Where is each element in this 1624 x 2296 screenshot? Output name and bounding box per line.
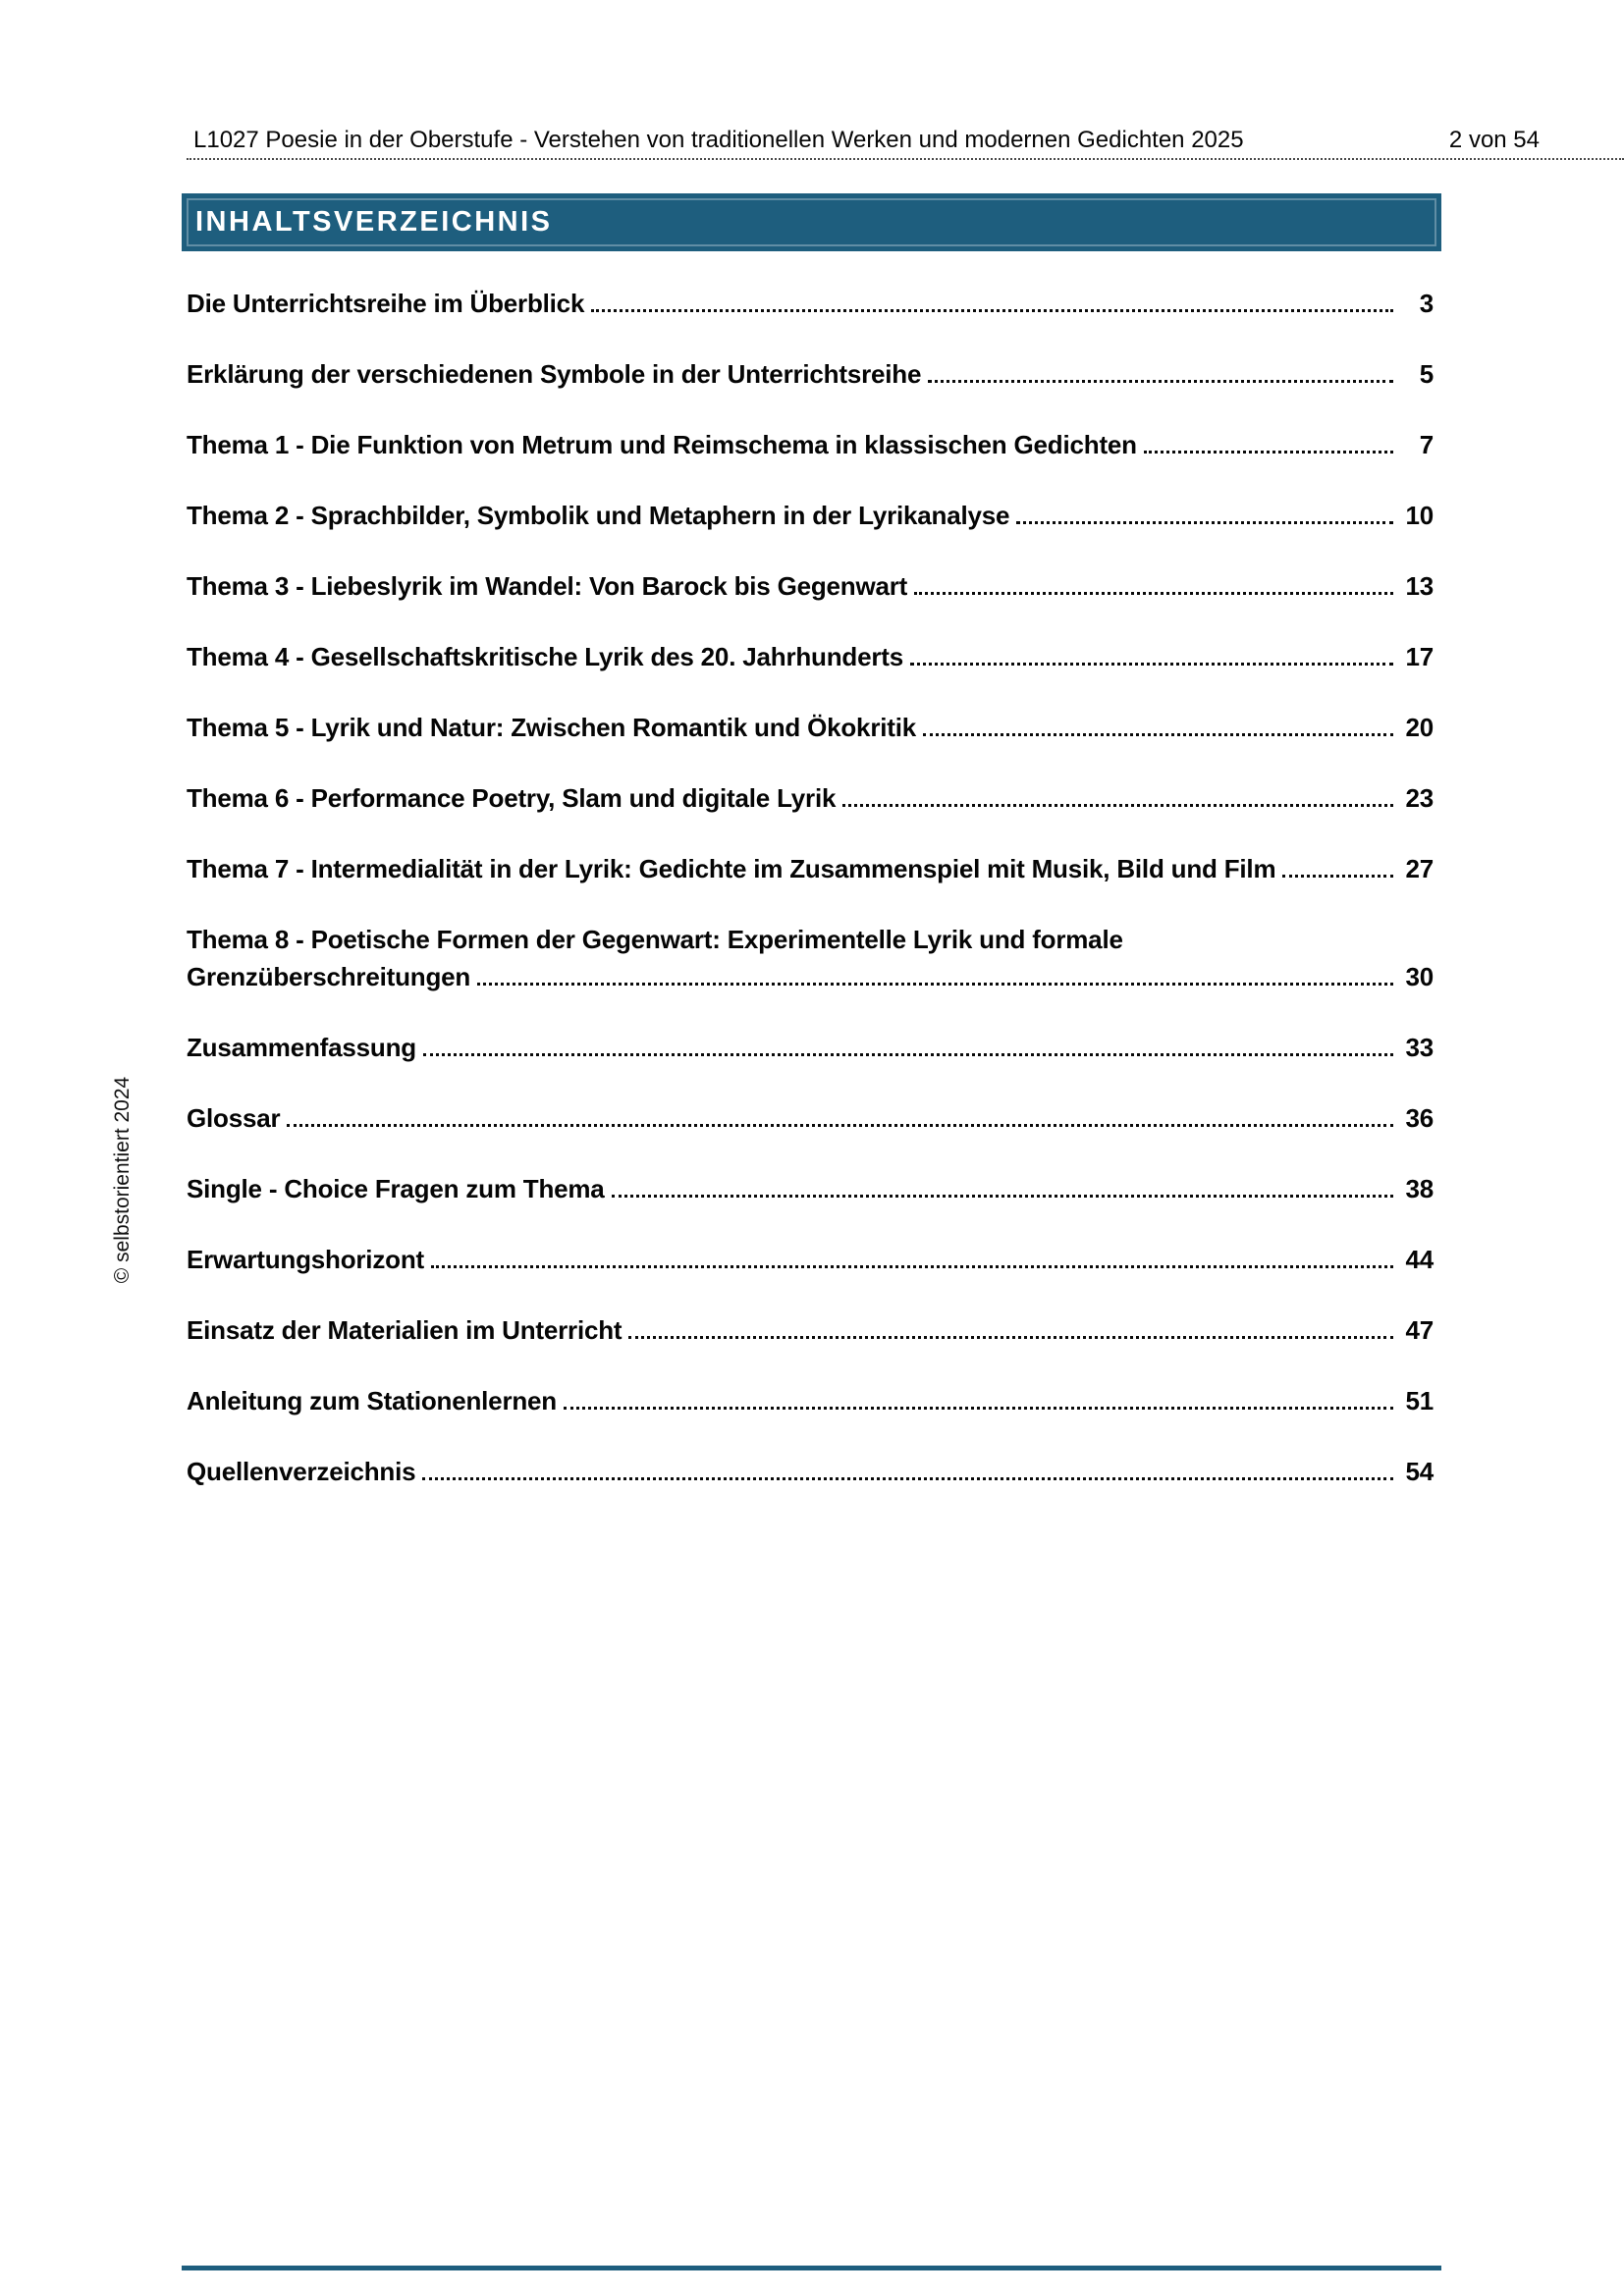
toc-dot-leader xyxy=(564,1407,1393,1410)
toc-entry xyxy=(187,642,1434,671)
toc-entry-page-number: 36 xyxy=(1405,1103,1434,1133)
toc-entry-page-number: 17 xyxy=(1405,642,1434,671)
toc-dot-leader xyxy=(1282,875,1393,878)
toc-entry xyxy=(187,925,1434,954)
section-title: INHALTSVERZEICHNIS xyxy=(195,206,553,238)
toc-entry-page-number: 20 xyxy=(1405,713,1434,742)
toc-entry xyxy=(187,501,1434,530)
toc-entry xyxy=(187,289,1434,318)
toc-entry-title: Die Unterrichtsreihe im Überblick xyxy=(187,289,585,318)
toc-dot-leader xyxy=(842,804,1393,807)
toc-entry xyxy=(187,1033,1434,1062)
toc-entry xyxy=(187,783,1434,813)
header-page-indicator: 2 von 54 xyxy=(1448,127,1540,153)
footer-divider xyxy=(182,2266,1441,2270)
toc-dot-leader xyxy=(1016,521,1393,524)
toc-entry-title: Single - Choice Fragen zum Thema xyxy=(187,1174,605,1203)
toc-dot-leader xyxy=(431,1265,1393,1268)
toc-entry-title: Thema 3 - Liebeslyrik im Wandel: Von Barock bis Gegenwart xyxy=(187,571,908,601)
toc-entry-page-number: 10 xyxy=(1405,501,1434,530)
toc-list xyxy=(187,289,1434,1527)
toc-dot-leader xyxy=(928,380,1393,383)
toc-entry-page-number: 51 xyxy=(1405,1386,1434,1415)
toc-entry-title: Thema 6 - Performance Poetry, Slam und digitale Lyrik xyxy=(187,783,837,813)
toc-entry-title: Grenzüberschreitungen xyxy=(187,962,471,991)
toc-header-bar xyxy=(182,193,1441,251)
toc-entry xyxy=(187,359,1434,389)
toc-dot-leader xyxy=(477,983,1393,986)
toc-entry-page-number: 30 xyxy=(1405,962,1434,991)
header-course-label: L1027 Poesie in der Oberstufe - Verstehen von traditionellen Werken und modernen Gedichten 2025 xyxy=(193,127,1244,153)
toc-entry-title: Glossar xyxy=(187,1103,281,1133)
toc-dot-leader xyxy=(1144,451,1393,454)
toc-entry-title: Thema 7 - Intermedialität in der Lyrik: Gedichte im Zusammenspiel mit Musik, Bild und Film xyxy=(187,854,1276,883)
toc-entry-page-number: 54 xyxy=(1405,1457,1434,1486)
toc-entry-page-number: 3 xyxy=(1419,289,1434,318)
toc-entry xyxy=(187,962,1434,991)
toc-entry-title: Thema 8 - Poetische Formen der Gegenwart: Experimentelle Lyrik und formale xyxy=(187,925,1123,954)
toc-entry-title: Quellenverzeichnis xyxy=(187,1457,416,1486)
toc-entry-title: Thema 2 - Sprachbilder, Symbolik und Metaphern in der Lyrikanalyse xyxy=(187,501,1010,530)
toc-dot-leader xyxy=(422,1477,1393,1480)
toc-entry xyxy=(187,854,1434,883)
toc-entry-title: Thema 4 - Gesellschaftskritische Lyrik des 20. Jahrhunderts xyxy=(187,642,903,671)
toc-entry-page-number: 47 xyxy=(1405,1315,1434,1345)
toc-dot-leader xyxy=(423,1053,1393,1056)
toc-entry-page-number: 23 xyxy=(1405,783,1434,813)
toc-entry-page-number: 44 xyxy=(1405,1245,1434,1274)
toc-dot-leader xyxy=(914,592,1393,595)
toc-dot-leader xyxy=(628,1336,1393,1339)
toc-entry xyxy=(187,1386,1434,1415)
toc-entry-title: Erwartungshorizont xyxy=(187,1245,424,1274)
toc-entry-title: Erklärung der verschiedenen Symbole in der Unterrichtsreihe xyxy=(187,359,922,389)
toc-dot-leader xyxy=(287,1124,1393,1127)
toc-dot-leader xyxy=(910,663,1393,666)
toc-dot-leader xyxy=(923,733,1393,736)
toc-entry xyxy=(187,1245,1434,1274)
toc-entry-title: Anleitung zum Stationenlernen xyxy=(187,1386,557,1415)
toc-dot-leader xyxy=(591,309,1393,312)
toc-entry-title: Zusammenfassung xyxy=(187,1033,416,1062)
toc-entry-page-number: 5 xyxy=(1419,359,1434,389)
toc-entry-page-number: 13 xyxy=(1405,571,1434,601)
toc-entry-title: Einsatz der Materialien im Unterricht xyxy=(187,1315,623,1345)
copyright-watermark: © selbstorientiert 2024 xyxy=(111,1076,134,1284)
toc-entry xyxy=(187,1315,1434,1345)
toc-entry-page-number: 33 xyxy=(1405,1033,1434,1062)
toc-entry-page-number: 27 xyxy=(1405,854,1434,883)
toc-entry xyxy=(187,713,1434,742)
toc-entry xyxy=(187,571,1434,601)
toc-entry xyxy=(187,1174,1434,1203)
toc-entry-title: Thema 5 - Lyrik und Natur: Zwischen Romantik und Ökokritik xyxy=(187,713,916,742)
toc-entry xyxy=(187,1103,1434,1133)
toc-entry-title: Thema 1 - Die Funktion von Metrum und Reimschema in klassischen Gedichten xyxy=(187,430,1137,459)
toc-entry-page-number: 38 xyxy=(1405,1174,1434,1203)
toc-entry xyxy=(187,430,1434,459)
toc-dot-leader xyxy=(612,1195,1393,1198)
toc-entry-page-number: 7 xyxy=(1419,430,1434,459)
toc-entry xyxy=(187,1457,1434,1486)
running-header xyxy=(193,127,1540,153)
header-divider xyxy=(187,158,1624,160)
